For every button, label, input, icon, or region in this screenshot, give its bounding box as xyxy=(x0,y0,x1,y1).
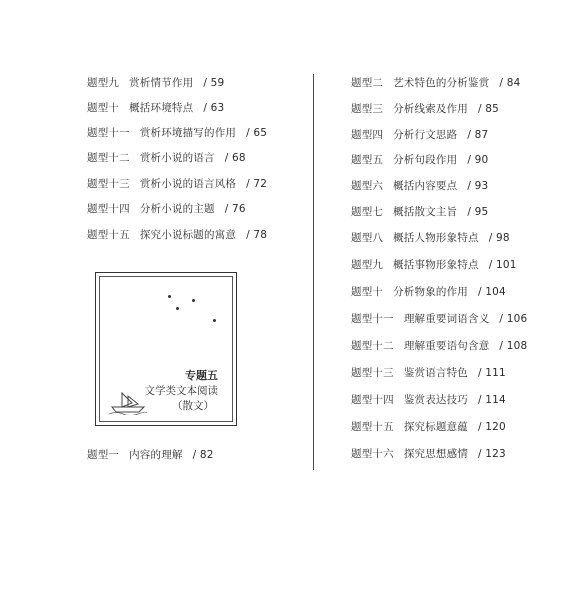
entry-type: 题型六 xyxy=(351,180,384,192)
entry-title: 概括内容要点 xyxy=(393,180,458,192)
entry-type: 题型十三 xyxy=(87,178,130,190)
toc-entry xyxy=(351,230,510,245)
entry-type: 题型十三 xyxy=(351,367,394,379)
entry-type: 题型九 xyxy=(351,259,384,271)
entry-type: 题型十四 xyxy=(351,394,394,406)
toc-entry xyxy=(351,392,506,407)
entry-title: 分析句段作用 xyxy=(393,154,458,166)
entry-page: / 104 xyxy=(478,286,506,298)
star-icon xyxy=(192,299,195,302)
entry-title: 赏析环境描写的作用 xyxy=(139,127,237,139)
entry-title: 概括环境特点 xyxy=(129,102,194,114)
toc-entry xyxy=(351,365,506,380)
entry-title: 探究思想感情 xyxy=(403,448,469,460)
entry-type: 题型十二 xyxy=(351,340,394,352)
entry-type: 题型九 xyxy=(87,77,120,89)
entry-type: 题型四 xyxy=(351,129,384,141)
entry-type: 题型十一 xyxy=(351,313,394,325)
toc-entry xyxy=(87,75,224,90)
entry-page: / 90 xyxy=(467,154,489,166)
entry-title: 概括散文主旨 xyxy=(393,206,458,218)
entry-page: / 120 xyxy=(478,421,506,433)
entry-page: / 93 xyxy=(467,180,489,192)
toc-entry xyxy=(351,101,499,116)
entry-page: / 59 xyxy=(203,77,225,89)
star-icon xyxy=(176,307,179,310)
toc-entry xyxy=(351,419,506,434)
topic-subtitle: 文学类文本阅读 xyxy=(144,385,218,397)
entry-title: 探究标题意蕴 xyxy=(403,421,469,433)
entry-type: 题型五 xyxy=(351,154,384,166)
entry-title: 分析线索及作用 xyxy=(393,103,469,115)
entry-page: / 76 xyxy=(224,203,246,215)
entry-page: / 106 xyxy=(499,313,528,325)
entry-page: / 78 xyxy=(246,229,268,241)
entry-type: 题型七 xyxy=(351,206,384,218)
toc-entry xyxy=(87,176,267,191)
toc-entry xyxy=(87,150,246,165)
entry-page: / 84 xyxy=(499,77,521,89)
entry-title: 艺术特色的分析鉴赏 xyxy=(393,77,490,89)
entry-page: / 63 xyxy=(203,102,225,114)
entry-type: 题型三 xyxy=(351,103,384,115)
topic-title: 专题五 xyxy=(185,369,218,382)
entry-type: 题型十五 xyxy=(87,229,130,241)
entry-title: 分析物象的作用 xyxy=(393,286,469,298)
column-divider xyxy=(313,74,314,470)
entry-type: 题型二 xyxy=(351,77,384,89)
entry-type: 题型十 xyxy=(351,286,384,298)
entry-title: 概括人物形象特点 xyxy=(393,232,479,244)
entry-page: / 123 xyxy=(478,448,506,460)
toc-entry xyxy=(351,338,527,353)
entry-page: / 98 xyxy=(488,232,510,244)
toc-entry xyxy=(351,152,488,167)
entry-title: 赏析小说的语言风格 xyxy=(139,178,237,190)
entry-page: / 108 xyxy=(499,340,528,352)
entry-type: 题型十 xyxy=(87,102,120,114)
entry-title: 分析小说的主题 xyxy=(139,203,215,215)
sailboat-icon xyxy=(108,391,148,419)
entry-page: / 95 xyxy=(467,206,489,218)
topic-box xyxy=(95,272,237,426)
topic-subtitle-paren: （散文） xyxy=(172,400,214,412)
entry-type: 题型十六 xyxy=(351,448,394,460)
entry-type: 题型八 xyxy=(351,232,384,244)
entry-title: 赏析小说的语言 xyxy=(139,152,215,164)
entry-type: 题型十二 xyxy=(87,152,130,164)
entry-title: 理解重要词语含义 xyxy=(403,313,490,325)
toc-entry xyxy=(351,446,506,461)
toc-entry xyxy=(87,201,246,216)
entry-title: 分析行文思路 xyxy=(393,129,458,141)
entry-page: / 101 xyxy=(488,259,517,271)
entry-page: / 87 xyxy=(467,129,489,141)
toc-entry xyxy=(87,447,214,462)
topic-box-frame xyxy=(99,276,233,422)
entry-page: / 65 xyxy=(246,127,268,139)
entry-title: 赏析情节作用 xyxy=(129,77,194,89)
toc-entry xyxy=(351,75,520,90)
entry-type: 题型十五 xyxy=(351,421,394,433)
entry-title: 鉴赏表达技巧 xyxy=(403,394,469,406)
entry-title: 鉴赏语言特色 xyxy=(403,367,469,379)
toc-entry xyxy=(351,127,488,142)
star-icon xyxy=(168,295,171,298)
toc-entry xyxy=(351,257,517,272)
entry-page: / 85 xyxy=(478,103,500,115)
entry-title: 内容的理解 xyxy=(129,449,183,461)
entry-page: / 72 xyxy=(246,178,268,190)
entry-page: / 82 xyxy=(192,449,214,461)
toc-entry xyxy=(351,204,488,219)
entry-title: 探究小说标题的寓意 xyxy=(139,229,237,241)
toc-entry xyxy=(351,311,527,326)
toc-entry xyxy=(351,284,506,299)
entry-page: / 68 xyxy=(224,152,246,164)
entry-type: 题型十一 xyxy=(87,127,130,139)
toc-entry xyxy=(87,227,267,242)
toc-entry xyxy=(87,100,224,115)
toc-entry xyxy=(351,178,488,193)
entry-title: 理解重要语句含意 xyxy=(403,340,490,352)
entry-title: 概括事物形象特点 xyxy=(393,259,479,271)
star-icon xyxy=(213,319,216,322)
entry-page: / 114 xyxy=(478,394,506,406)
entry-type: 题型一 xyxy=(87,449,120,461)
entry-type: 题型十四 xyxy=(87,203,130,215)
entry-page: / 111 xyxy=(478,367,506,379)
toc-entry xyxy=(87,125,267,140)
